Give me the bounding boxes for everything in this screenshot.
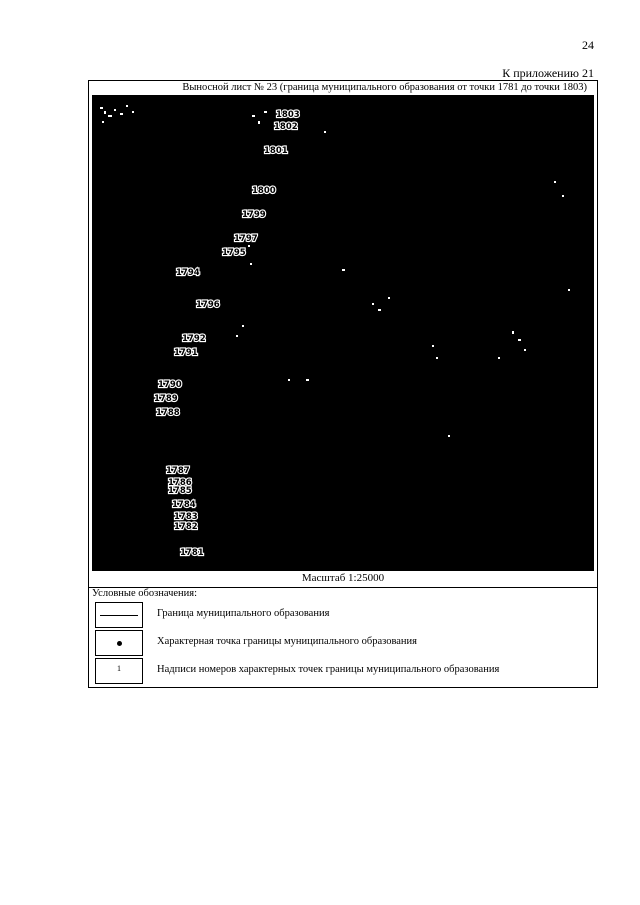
map-view[interactable] xyxy=(92,95,594,571)
point-label: 1795 xyxy=(222,248,246,258)
legend-symbol-box xyxy=(95,602,143,628)
point-label: 1781 xyxy=(180,548,204,558)
map-canvas xyxy=(92,95,594,571)
legend-symbol-box xyxy=(95,630,143,656)
page-number: 24 xyxy=(582,38,594,52)
point-label: 1784 xyxy=(172,500,196,510)
appendix-reference: К приложению 21 xyxy=(502,66,594,80)
legend-title: Условные обозначения: xyxy=(92,588,198,599)
point-label: 1792 xyxy=(182,334,206,344)
point-label: 1787 xyxy=(166,466,190,476)
point-label: 1783 xyxy=(174,512,198,522)
point-label: 1794 xyxy=(176,268,200,278)
point-label: 1803 xyxy=(276,110,300,120)
point-label: 1782 xyxy=(174,522,198,532)
point-label: 1791 xyxy=(174,348,198,358)
point-labels-layer xyxy=(154,110,300,558)
point-label: 1789 xyxy=(154,394,178,404)
legend-symbol-box xyxy=(95,658,143,684)
point-label: 1790 xyxy=(158,380,182,390)
point-label: 1802 xyxy=(274,122,298,132)
point-label: 1800 xyxy=(252,186,276,196)
label-icon: 1 xyxy=(117,664,121,673)
legend-item-text: Надписи номеров характерных точек границы муниципального образования xyxy=(157,664,500,675)
legend-item-text: Характерная точка границы муниципального образования xyxy=(157,636,417,647)
point-label: 1797 xyxy=(234,234,258,244)
sheet-frame xyxy=(88,80,598,688)
legend-item-text: Граница муниципального образования xyxy=(157,608,330,619)
point-label: 1786 xyxy=(168,478,192,488)
point-label: 1785 xyxy=(168,486,192,496)
line-icon xyxy=(100,615,138,616)
point-label: 1799 xyxy=(242,210,266,220)
point-label: 1796 xyxy=(196,300,220,310)
map-scale: Масштаб 1:25000 xyxy=(301,572,385,584)
sheet-title: Выносной лист № 23 (граница муниципального образования от точки 1781 до точки 1803) xyxy=(182,82,587,93)
dot-icon xyxy=(117,641,122,646)
point-label: 1801 xyxy=(264,146,288,156)
point-label: 1788 xyxy=(156,408,180,418)
